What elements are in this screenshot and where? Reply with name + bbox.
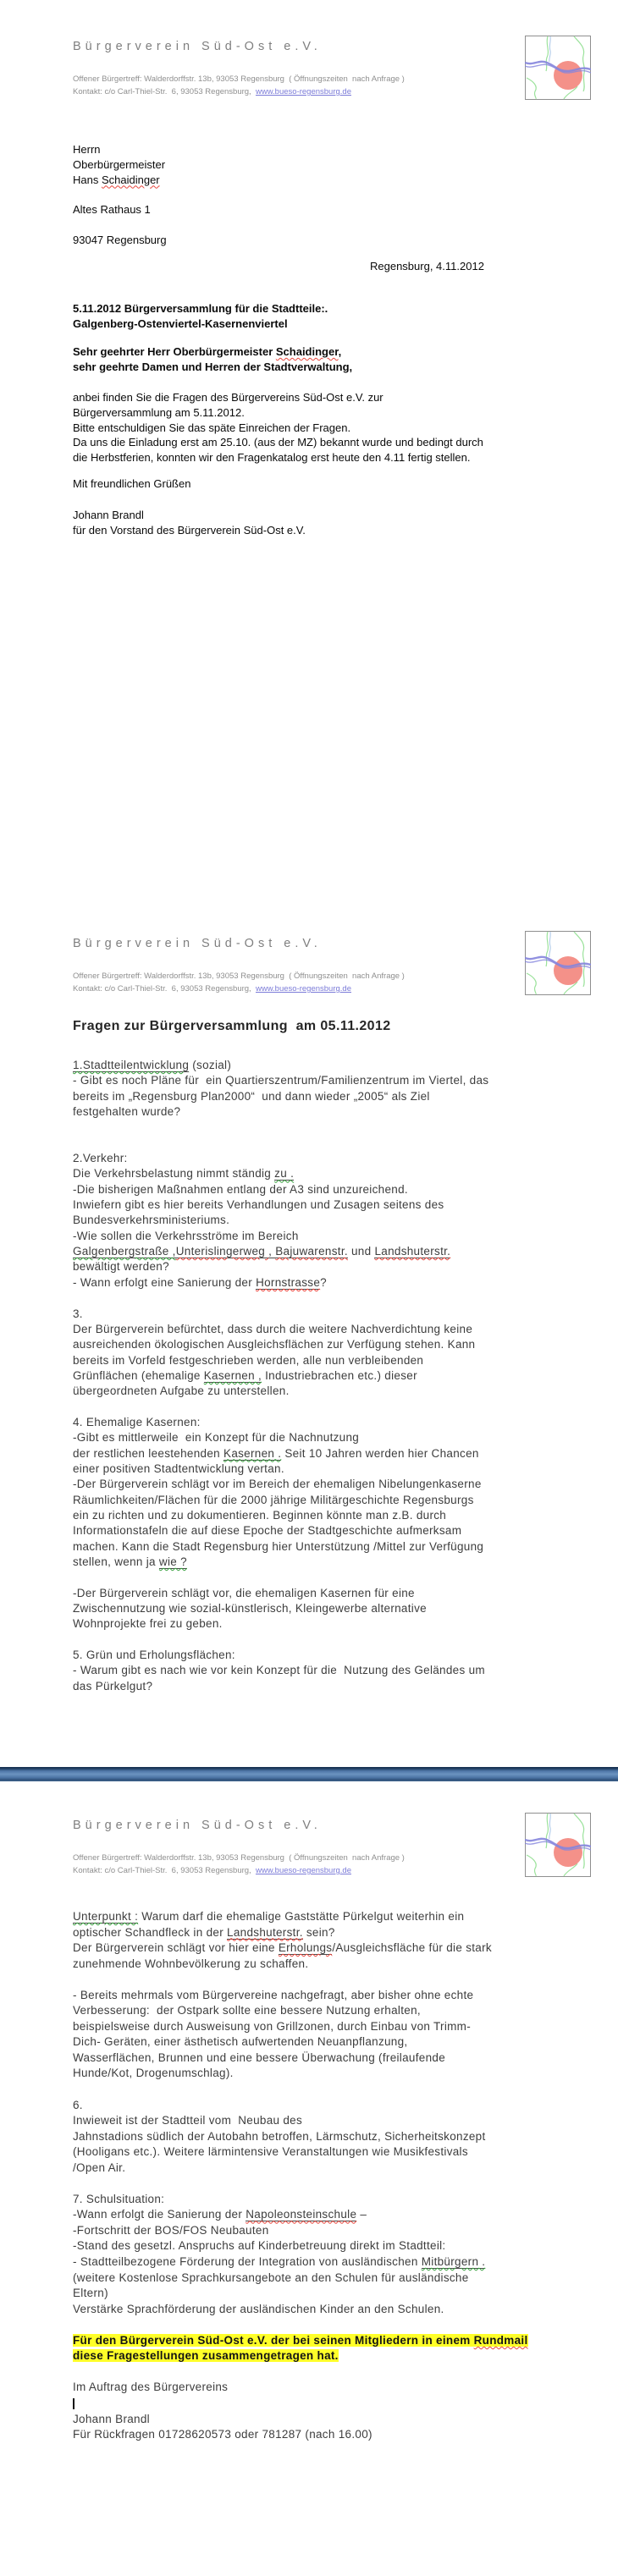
text-run: Für den Bürgerverein Süd-Ost e.V. der bei seinen Mitgliedern in einem [73, 2333, 474, 2347]
text-line: Galgenberg-Ostenviertel-Kasernenviertel [73, 316, 288, 330]
text-run: Grünflächen (ehemalige [73, 1368, 204, 1382]
text-line: 93047 Regensburg [73, 233, 167, 246]
text-line: die Herbstferien, konnten wir den Fragenkatalog erst heute den 4.11 fertig stellen. [73, 451, 471, 465]
text-line [73, 1136, 488, 1151]
text-line: festgehalten wurde? [73, 1105, 181, 1119]
text-line: Bundesverkehrsministeriums. [73, 1214, 230, 1227]
text-line: bereits im „Regensburg Plan2000“ und dann wieder „2005“ als Ziel [73, 1089, 430, 1103]
text-line: 5. Grün und Erholungsflächen: [73, 1649, 235, 1662]
text-run: und [347, 1245, 375, 1258]
text-line: 2.Verkehr: [73, 1152, 128, 1165]
letterhead-contact [73, 1852, 405, 1877]
text-line: -Der Bürgerverein schlägt vor, die ehemaligen Kasernen für eine [73, 1586, 415, 1599]
text-line: Der Bürgerverein befürchtet, dass durch die weitere Nachverdichtung keine [73, 1322, 473, 1335]
text-run: Kasernen , [203, 1368, 262, 1382]
text-line: das Pürkelgut? [73, 1679, 153, 1693]
text-line: /Open Air. [73, 2160, 126, 2174]
text-line: -Gibt es mittlerweile ein Konzept für die Nachnutzung [73, 1431, 360, 1445]
text-run: Bajuwarenstr. [275, 1245, 348, 1258]
contact-line1: Offener Bürgertreff: Walderdorffstr. 13b, 93053 Regensburg ( Öffnungszeiten nach Anfrage ) [73, 972, 405, 981]
contact-prefix: Kontakt: c/o Carl-Thiel-Str. 6, 93053 Regensburg, [73, 1866, 256, 1875]
text-line: - Warum gibt es nach wie vor kein Konzept für die Nutzung des Geländes um [73, 1664, 485, 1677]
text-line: Für Rückfragen 01728620573 oder 781287 (nach 16.00) [73, 2428, 372, 2441]
text-run: Unterpunkt : [73, 1910, 139, 1923]
text-line: anbei finden Sie die Fragen des Bürgervereins Süd-Ost e.V. zur [73, 391, 383, 404]
text-line [73, 1244, 488, 1259]
text-line: Zwischennutzung wie sozial-künstlerisch, Kleingewerbe alternative [73, 1602, 427, 1616]
recipient-block [73, 142, 167, 248]
text-line: 4. Ehemalige Kasernen: [73, 1415, 201, 1428]
text-line: Herrn [73, 143, 101, 156]
questions-body [73, 1058, 488, 1694]
text-line [73, 1291, 488, 1306]
text-line: 7. Schulsituation: [73, 2192, 165, 2205]
text-line [73, 1632, 488, 1648]
text-run: wie ? [158, 1555, 187, 1568]
text-line [73, 2207, 528, 2223]
text-run: diese Fragestellungen zusammengetragen hat. [73, 2349, 339, 2363]
text-line: sehr geehrte Damen und Herren der Stadtverwaltung, [73, 360, 353, 373]
text-line [73, 1058, 488, 1073]
text-line: Räumlichkeiten/Flächen für die 2000 jährige Militärgeschichte Regensburgs [73, 1493, 474, 1506]
signature-block [73, 508, 306, 538]
org-title: Bürgerverein Süd-Ost e.V. [73, 1819, 322, 1832]
highlighted-text [73, 2349, 339, 2362]
letterhead-contact [73, 73, 405, 98]
text-run: Seit 10 Jahren werden hier Chancen [281, 1446, 479, 1460]
text-run: Napoleonsteinschule [246, 2208, 357, 2221]
district-map-logo [525, 931, 591, 995]
text-line: Dich- Geräten, einer ästhetisch aufwertenden Neuanpflanzung, [73, 2035, 408, 2049]
text-run: Mitbürgern . [421, 2255, 486, 2269]
text-line: ausreichenden ökologischen Ausgleichsflächen zur Verfügung stehen. Kann [73, 1338, 476, 1351]
text-line: Da uns die Einladung erst am 25.10. (aus der MZ) bekannt wurde und bedingt durch [73, 436, 483, 449]
text-line [73, 1925, 528, 1941]
text-line [73, 1368, 488, 1384]
website-link[interactable]: www.bueso-regensburg.de [255, 984, 351, 994]
questions-body-continued [73, 1909, 528, 2443]
text-line: zunehmende Wohnbevölkerung zu schaffen. [73, 1957, 309, 1970]
contact-prefix: Kontakt: c/o Carl-Thiel-Str. 6, 93053 Regensburg, [73, 87, 256, 96]
text-run: Industriebrachen etc.) dieser [262, 1368, 417, 1382]
text-run: – [356, 2208, 367, 2221]
text-line: -Fortschritt der BOS/FOS Neubauten [73, 2223, 269, 2237]
text-run: - Stadtteilbezogene Förderung der Integration von ausländischen [73, 2255, 422, 2269]
dateline: Regensburg, 4.11.2012 [370, 260, 484, 272]
highlighted-text [73, 2334, 528, 2347]
text-run: Landshuterstr. [374, 1245, 451, 1258]
text-run: Der Bürgerverein schlägt vor hier eine [73, 1941, 279, 1955]
text-line: bewältigt werden? [73, 1260, 169, 1274]
page-divider [0, 1767, 618, 1781]
text-line: für den Vorstand des Bürgerverein Süd-Ost e.V. [73, 523, 306, 537]
text-line [73, 1446, 488, 1461]
text-run: /Ausgleichsfläche für die stark [332, 1941, 492, 1955]
text-line [73, 1972, 528, 1988]
text-line [73, 187, 167, 202]
text-run: optischer Schandfleck in der [73, 1925, 228, 1939]
letter-body [73, 390, 483, 465]
text-run: , [338, 345, 342, 358]
text-run: 1.Stadtteilentwicklung [73, 1059, 190, 1071]
text-line: Oberbürgermeister [73, 157, 166, 171]
text-line: (Hooligans etc.). Weitere lärmintensive Veranstaltungen wie Musikfestivals [73, 2145, 468, 2159]
text-line: einer positiven Stadtentwicklung vertan. [73, 1461, 284, 1475]
text-line [73, 1400, 488, 1415]
text-line [73, 1166, 488, 1181]
text-line: Im Auftrag des Bürgervereins [73, 2381, 229, 2394]
text-line: Wohnprojekte frei zu geben. [73, 1617, 223, 1631]
text-line [73, 1940, 528, 1957]
text-line: 5.11.2012 Bürgerversammlung für die Stadtteile:. [73, 302, 328, 315]
text-line: machen. Kann die Stadt Regensburg hier Unterstützung /Mittel zur Verfügung [73, 1539, 484, 1553]
text-line: Inwiefern gibt es hier bereits Verhandlungen und Zusagen seitens des [73, 1198, 444, 1212]
text-line [73, 1909, 528, 1925]
text-line: Bitte entschuldigen Sie das späte Einreichen der Fragen. [73, 421, 351, 434]
text-line: ein zu richten und zu dokumentieren. Beginnen könnte man z.B. durch [73, 1508, 447, 1522]
text-line: beispielsweise durch Ausweisung von Grillzonen, durch Einbau von Trimm- [73, 2019, 472, 2033]
text-run: Erholungs [278, 1941, 333, 1955]
district-map-logo [525, 36, 591, 100]
contact-line2 [73, 1864, 405, 1877]
text-run: Rundmail [473, 2333, 528, 2347]
text-run: - Wann erfolgt eine Sanierung der [73, 1275, 257, 1289]
text-run: (sozial) [189, 1059, 232, 1071]
text-run: Hans [73, 173, 102, 186]
text-run: Die Verkehrsbelastung nimmt ständig [73, 1167, 275, 1181]
text-line [73, 2254, 528, 2271]
text-line [73, 1570, 488, 1585]
text-line: 6. [73, 2098, 83, 2111]
text-line [73, 2348, 528, 2364]
text-line [73, 1555, 488, 1570]
org-title: Bürgerverein Süd-Ost e.V. [73, 937, 322, 950]
text-run: sein? [302, 1925, 335, 1939]
text-line [73, 1275, 488, 1291]
subject-block [73, 301, 328, 332]
text-line: bereits im Vorfeld festgeschrieben werden, alle nun verbleibenden [73, 1353, 424, 1367]
text-line: übergeordneten Aufgabe zu unterstellen. [73, 1384, 290, 1398]
text-line: Informationstafeln die auf diese Epoche der Stadtgeschichte aufmerksam [73, 1524, 462, 1538]
text-line [73, 2333, 528, 2349]
text-line: Verbesserung: der Ostpark sollte eine bessere Nutzung erhalten, [73, 2004, 421, 2017]
text-line: -Wie sollen die Verkehrsströme im Bereich [73, 1229, 299, 1242]
text-line [73, 2176, 528, 2192]
text-line [73, 1120, 488, 1135]
text-run: -Wann erfolgt die Sanierung der [73, 2208, 246, 2221]
text-line: Johann Brandl [73, 509, 144, 521]
text-run: Hornstrasse [256, 1275, 321, 1289]
district-map-logo [525, 1813, 591, 1877]
text-line: Jahnstadions südlich der Autobahn betroffen, Lärmschutz, Sicherheitskonzept [73, 2129, 486, 2143]
text-line: -Der Bürgerverein schlägt vor im Bereich der ehemaligen Nibelungenkaserne [73, 1478, 482, 1491]
text-run: ? [320, 1275, 327, 1289]
text-line [73, 2396, 528, 2412]
salutation-block [73, 344, 352, 375]
text-line: Johann Brandl [73, 2412, 150, 2425]
text-run: Sehr geehrter Herr Oberbürgermeister [73, 345, 276, 358]
questions-title: Fragen zur Bürgerversammlung am 05.11.2012 [73, 1019, 391, 1033]
text-line: -Stand des gesetzl. Anspruchs auf Kinderbetreuung direkt im Stadtteil: [73, 2239, 446, 2253]
text-line [73, 2082, 528, 2098]
closing-line: Mit freundlichen Grüßen [73, 477, 191, 490]
contact-line1: Offener Bürgertreff: Walderdorffstr. 13b, 93053 Regensburg ( Öffnungszeiten nach Anfrage ) [73, 1853, 405, 1863]
text-line [73, 173, 167, 188]
text-line: Wasserflächen, Brunnen und eine bessere Überwachung (freilaufende [73, 2050, 446, 2064]
text-run: Warum darf die ehemalige Gaststätte Pürkelgut weiterhin ein [138, 1910, 465, 1923]
text-line: - Gibt es noch Pläne für ein Quartierszentrum/Familienzentrum im Viertel, das [73, 1074, 489, 1087]
website-link[interactable]: www.bueso-regensburg.de [255, 1866, 351, 1875]
letterhead-contact [73, 970, 405, 995]
text-line: Inwieweit ist der Stadtteil vom Neubau des [73, 2114, 303, 2127]
text-line: 3. [73, 1307, 83, 1320]
text-line [73, 2317, 528, 2333]
text-line: Eltern) [73, 2287, 108, 2300]
contact-line1: Offener Bürgertreff: Walderdorffstr. 13b, 93053 Regensburg ( Öffnungszeiten nach Anfrage ) [73, 74, 405, 84]
text-run: stellen, wenn ja [73, 1555, 159, 1568]
text-line: - Bereits mehrmals vom Bürgervereine nachgefragt, aber bisher ohne echte [73, 1988, 474, 2001]
text-line: Altes Rathaus 1 [73, 203, 151, 217]
text-line: Verstärke Sprachförderung der ausländischen Kinder an den Schulen. [73, 2302, 444, 2315]
text-run: , [268, 1245, 276, 1258]
text-run: Landshuterstr. [227, 1925, 303, 1939]
org-title: Bürgerverein Süd-Ost e.V. [73, 40, 322, 53]
contact-line2 [73, 983, 405, 995]
text-run: zu . [274, 1167, 295, 1181]
text-line [73, 344, 352, 360]
text-run: Kasernen . [223, 1446, 282, 1460]
text-line [73, 2364, 528, 2381]
text-run: Galgenbergstraße , [73, 1245, 176, 1258]
text-line: (weitere Kostenlose Sprachkursangebote an den Schulen für ausländische [73, 2271, 469, 2284]
text-line: Bürgerversammlung am 5.11.2012. [73, 405, 245, 419]
text-line: Hunde/Kot, Drogenumschlag). [73, 2067, 234, 2080]
website-link[interactable]: www.bueso-regensburg.de [255, 87, 351, 96]
text-line: -Die bisherigen Maßnahmen entlang der A3 sind unzureichend. [73, 1182, 408, 1196]
contact-line2 [73, 85, 405, 98]
text-run: Unterislingerweg [175, 1245, 269, 1258]
text-run: der restlichen leestehenden [73, 1446, 224, 1460]
text-run: Schaidinger [101, 173, 160, 186]
text-line [73, 217, 167, 233]
contact-prefix: Kontakt: c/o Carl-Thiel-Str. 6, 93053 Regensburg, [73, 984, 256, 994]
text-cursor [73, 2398, 74, 2409]
text-run: Schaidinger [275, 345, 339, 358]
